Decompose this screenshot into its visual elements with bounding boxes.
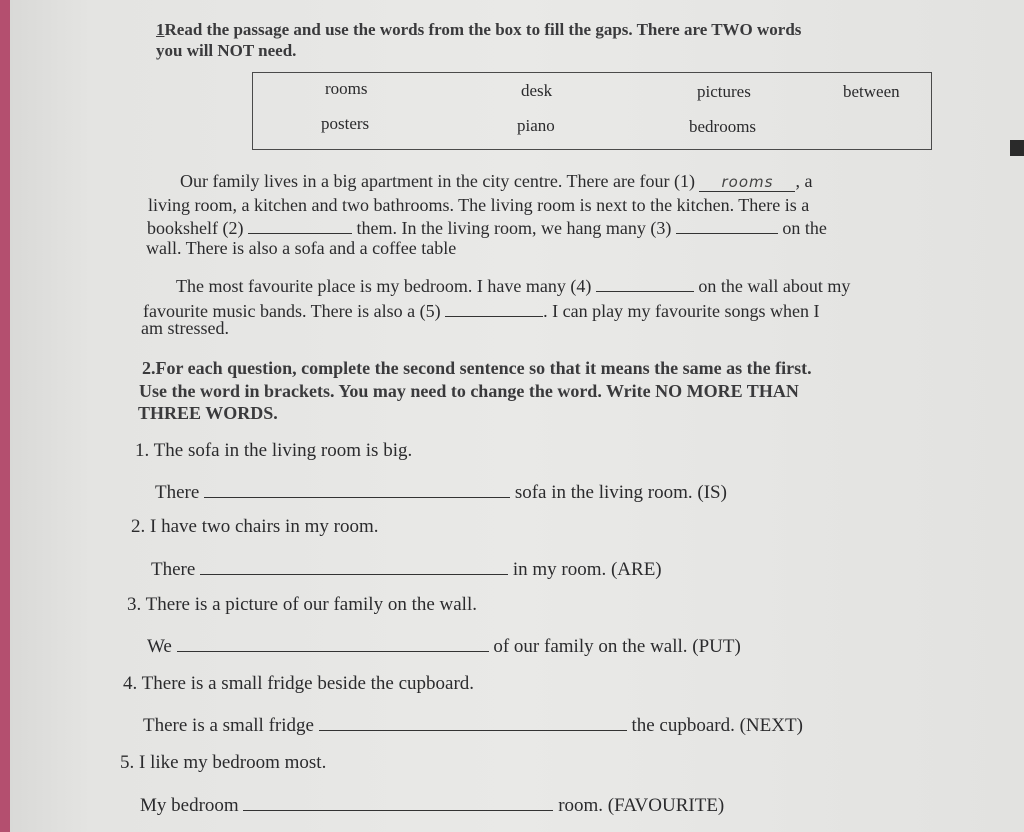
word-box-item: rooms <box>325 79 368 98</box>
answer-line-4: There is a small fridge the cupboard. (NEXT) <box>143 711 803 737</box>
binder-clip <box>1010 140 1024 156</box>
passage-line: bookshelf (2) them. In the living room, we hang many (3) on the <box>147 215 827 239</box>
question-1: 1. The sofa in the living room is big. <box>135 440 413 461</box>
passage-line: wall. There is also a sofa and a coffee table <box>146 238 457 258</box>
word-box <box>252 72 932 150</box>
passage-line: The most favourite place is my bedroom. I have many (4) on the wall about my <box>176 273 850 297</box>
word-box-item: posters <box>321 114 370 133</box>
answer-blank-4[interactable] <box>319 711 627 731</box>
question-3: 3. There is a picture of our family on the wall. <box>127 594 477 615</box>
answer-blank-3[interactable] <box>177 632 489 652</box>
exercise1-instruction: 1Read the passage and use the words from the box to fill the gaps. There are TWO words <box>156 20 802 39</box>
answer-gap-1[interactable]: rooms <box>699 173 795 192</box>
answer-line-5: My bedroom room. (FAVOURITE) <box>140 791 724 817</box>
word-box-item: pictures <box>697 82 751 101</box>
word-box-item: desk <box>521 81 553 100</box>
exercise2-instruction: 2.For each question, complete the second sentence so that it means the same as the first. <box>142 358 812 378</box>
word-box-item: between <box>843 82 900 101</box>
answer-line-3: We of our family on the wall. (PUT) <box>147 632 741 658</box>
word-box-item: bedrooms <box>689 117 757 136</box>
passage-line: Our family lives in a big apartment in the city centre. There are four (1) rooms , a <box>180 171 813 191</box>
passage-line: am stressed. <box>141 318 229 338</box>
answer-line-1: There sofa in the living room. (IS) <box>155 478 727 504</box>
passage-line: living room, a kitchen and two bathrooms. The living room is next to the kitchen. There is a <box>148 195 810 215</box>
answer-blank-1[interactable] <box>204 478 510 498</box>
passage-line: favourite music bands. There is also a (5) . I can play my favourite songs when I <box>143 298 820 322</box>
question-4: 4. There is a small fridge beside the cupboard. <box>123 673 475 694</box>
exercise1-number: 1 <box>156 20 165 39</box>
answer-line-2: There in my room. (ARE) <box>151 555 662 581</box>
exercise1-instruction-line2: you will NOT need. <box>156 41 297 60</box>
answer-gap-5[interactable] <box>445 298 543 317</box>
word-box-item: piano <box>517 116 555 135</box>
answer-gap-4[interactable] <box>596 273 694 292</box>
answer-blank-5[interactable] <box>243 791 553 811</box>
answer-gap-2[interactable] <box>248 215 352 234</box>
answer-gap-3[interactable] <box>676 215 778 234</box>
question-5: 5. I like my bedroom most. <box>120 752 327 773</box>
exercise2-instruction-line2: Use the word in brackets. You may need to change the word. Write NO MORE THAN <box>139 381 799 401</box>
exercise2-instruction-line3: THREE WORDS. <box>138 403 278 423</box>
answer-blank-2[interactable] <box>200 555 508 575</box>
question-2: 2. I have two chairs in my room. <box>131 516 379 537</box>
